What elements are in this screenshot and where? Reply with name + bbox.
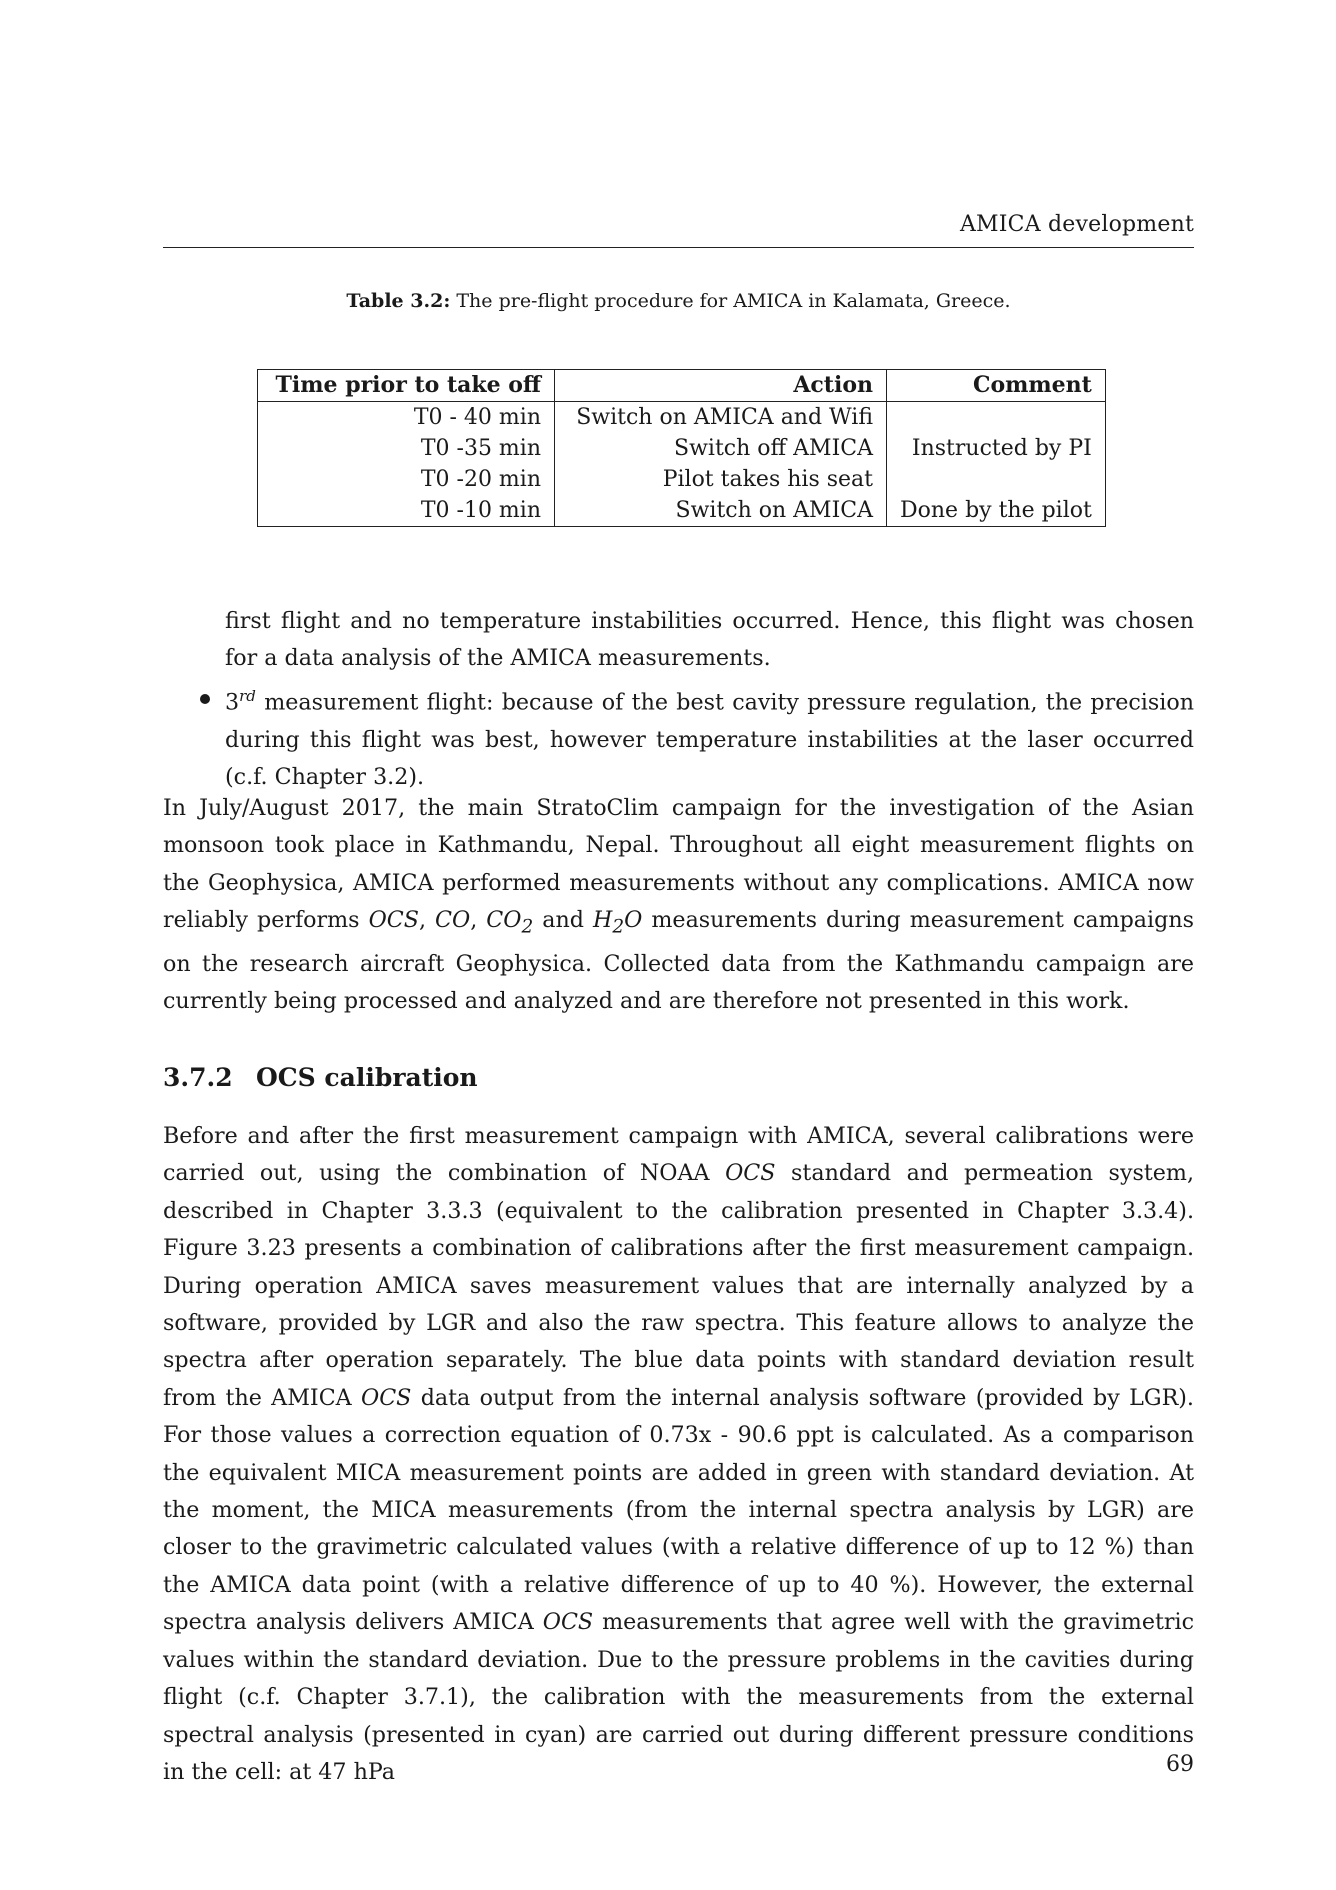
formula-ocs: OCS [542, 1609, 594, 1636]
table-row [258, 402, 1106, 434]
formula-h2o-o: O [624, 907, 643, 934]
formula-h2o [593, 907, 643, 938]
cell-action: Pilot takes his seat [555, 464, 887, 495]
section-number: 3.7.2 [163, 1063, 233, 1092]
paragraph-campaign [163, 790, 1194, 1021]
formula-ocs: OCS [725, 1160, 776, 1187]
cell-comment: Instructed by PI [887, 433, 1106, 464]
section-heading [163, 1063, 478, 1092]
preflight-table [257, 369, 1106, 527]
cell-comment [887, 402, 1106, 434]
cell-comment [887, 464, 1106, 495]
bullet-text: measurement flight: because of the best cavity pressure regulation, the precision during this flight was best, however temperature instabilities at the laser occurred (c.f. Chapter 3.2). [225, 689, 1194, 791]
table-header-row [258, 370, 1106, 402]
paragraph-calibration [163, 1118, 1194, 1791]
cell-comment: Done by the pilot [887, 495, 1106, 527]
bullet-continuation-text: first flight and no temperature instabilities occurred. Hence, this flight was chosen for a data analysis of the AMICA measurements. [225, 608, 1194, 672]
cell-time: T0 -20 min [258, 464, 555, 495]
table-caption-label: Table 3.2: [346, 290, 451, 312]
text-run: measurements during measurement campaigns on the research aircraft Geophysica. Collected data from the Kathmandu campaign are currently being processed and analyzed and are therefore not presented in this work. [163, 907, 1195, 1015]
text-run: Before and after the first measurement campaign with AMICA, several calibrations were carried out, using the combination of NOAA [163, 1123, 1194, 1187]
cell-time: T0 - 40 min [258, 402, 555, 434]
bullet-marker [200, 694, 210, 704]
table-caption-text: The pre-flight procedure for AMICA in Kalamata, Greece. [456, 290, 1011, 312]
table-caption [163, 290, 1194, 312]
section-title: OCS calibration [256, 1063, 478, 1092]
ordinal-superscript: rd [239, 687, 256, 705]
text-run: data output from the internal analysis software (provided by LGR). For those values a correction equation of 0.73x - 90.6 ppt is calculated. As a comparison the equivalent MICA measurement points are added in green with standard deviation. At the moment, the MICA measurements (from the internal spectra analysis by LGR) are closer to the gravimetric calculated values (with a relative difference of up to 12 %) than the AMICA data point (with a relative difference of up to 40 %). However, the external spectra analysis delivers AMICA [163, 1384, 1194, 1636]
formula-h2o-sub: 2 [612, 916, 625, 938]
page-number: 69 [1166, 1752, 1194, 1777]
table-row [258, 433, 1106, 464]
formula-ocs: OCS [368, 907, 419, 934]
bullet-item-third-flight [225, 678, 1194, 797]
text-run: In July/August 2017, the main StratoClim campaign for the investigation of the Asian monsoon took place in Kathmandu, Nepal. Throughout all eight measurement flights on the Geophysica, AMICA performed measurements without any complications. AMICA now reliably performs [163, 795, 1194, 934]
formula-co2 [486, 907, 534, 938]
formula-co2-sub: 2 [521, 916, 534, 938]
col-header-time: Time prior to take off [258, 370, 555, 402]
table-row [258, 464, 1106, 495]
cell-action: Switch on AMICA [555, 495, 887, 527]
header-rule [163, 247, 1194, 248]
text-run: , [470, 907, 487, 934]
col-header-comment: Comment [887, 370, 1106, 402]
formula-co: CO [435, 907, 471, 934]
cell-time: T0 -35 min [258, 433, 555, 464]
formula-h2o-h: H [593, 907, 613, 934]
running-header: AMICA development [959, 212, 1194, 237]
text-run: measurements that agree well with the gravimetric values within the standard deviation. Due to the pressure problems in the cavities during flight (c.f. Chapter 3.7.1), the calibration with the measurements from the external spectral analysis (presented in cyan) are carried out during different pressure conditions in the cell: at 47 hPa [163, 1609, 1195, 1785]
cell-action: Switch off AMICA [555, 433, 887, 464]
text-run: , [418, 907, 436, 934]
ordinal-number: 3 [225, 689, 240, 716]
text-run: standard and permeation system, described in Chapter 3.3.3 (equivalent to the calibration presented in Chapter 3.3.4). Figure 3.23 presents a combination of calibrations after the first measurement campaign. During operation AMICA saves measurement values that are internally analyzed by a software, provided by LGR and also the raw spectra. This feature allows to analyze the spectra after operation separately. The blue data points with standard deviation result from the AMICA [163, 1160, 1195, 1411]
table-row [258, 495, 1106, 527]
col-header-action: Action [555, 370, 887, 402]
cell-time: T0 -10 min [258, 495, 555, 527]
formula-ocs: OCS [361, 1384, 412, 1411]
formula-co2-base: CO [486, 907, 522, 934]
cell-action: Switch on AMICA and Wifi [555, 402, 887, 434]
text-run: and [533, 907, 594, 934]
